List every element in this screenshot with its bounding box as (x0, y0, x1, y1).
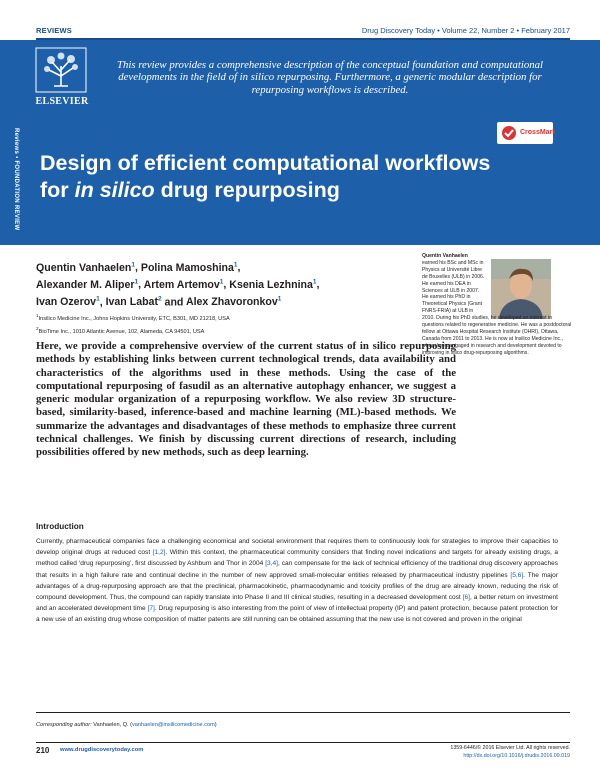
section-heading: Introduction (36, 522, 84, 531)
title-part-2: drug repurposing (154, 178, 340, 202)
author-list: Quentin Vanhaelen$^1$, Polina Mamoshina$^1$, Alexander M. Aliper$^1$, Artem Artemov$^1$, Ksenia Lezhnina$^1$, Ivan Ozerov$^1$, Ivan Labat$^2$ and Alex Zhavoronkov$^1$ (36, 261, 320, 309)
affiliations (36, 311, 416, 337)
bio-line: Theoretical Physics (Grant (422, 301, 483, 308)
author: Alex Zhavoronkov$^1$ (185, 295, 282, 309)
bio-name: Quentin Vanhaelen (422, 253, 468, 259)
bio-line: He earned his DEA in (422, 280, 471, 287)
email-link[interactable]: vanhaelen@insilicomedicine.com (132, 722, 215, 728)
side-label-text: Reviews • FOUNDATION REVIEW (13, 128, 19, 231)
article-title (40, 150, 510, 204)
affiliation: $^1$Insilico Medicine Inc., Johns Hopkins University, ETC, B301, MD 21218, USA (36, 313, 230, 322)
section-label: REVIEWS (36, 26, 72, 35)
logo-label: ELSEVIER (35, 96, 89, 107)
citation-link[interactable]: [6] (462, 594, 470, 602)
page-number: 210 (36, 746, 50, 755)
author: Ivan Ozerov$^1$ (36, 295, 100, 309)
bio-text: 2010. During his PhD studies, he developed an interest in questions related to regenerative medicine. He was a postdoctoral fellow at Ottawa Hospital Research Institute (OHRI), Ottawa, Canada from 2011 to 2013. He is now at Insilico Medicine Inc., where he is engaged in research and development devoted to improving in silico drug-repurposing algorithms. (422, 315, 572, 356)
citation-link[interactable]: [3,4] (265, 560, 278, 568)
affiliation: $^2$BioTime Inc., 1010 Atlantic Avenue, 102, Alameda, CA 94501, USA (36, 325, 205, 335)
bio-line: de Bruxelles (ULB) in 2006. (422, 273, 485, 280)
bio-line: He earned his PhD in (422, 294, 471, 301)
bio-line: Sciences at ULB in 2007. (422, 287, 480, 294)
review-summary: This review provides a comprehensive description of the conceptual foundation and computational developments in the field of in silico repurposing. Furthermore, a generic modular description for repurposing workflows is described. (116, 59, 544, 96)
footer-rule (36, 742, 570, 743)
crossmark-label: CrossMark (520, 129, 557, 136)
journal-website-link[interactable]: www.drugdiscoverytoday.com (60, 747, 144, 753)
corresponding-author: Corresponding author: Vanhaelen, Q. (vanhaelen@insilicomedicine.com) (36, 722, 217, 728)
crossmark-badge[interactable] (497, 122, 557, 144)
footnote-rule (36, 712, 570, 713)
bio-line: earned his BSc and MSc in (422, 259, 484, 266)
citation-link[interactable]: [5,6] (510, 571, 524, 579)
author: Polina Mamoshina$^1$ (140, 261, 238, 274)
author: Ivan Labat$^2$ (105, 295, 162, 309)
bio-line: Physics at Université Libre (422, 266, 483, 273)
citation-link[interactable]: [1,2] (152, 549, 166, 557)
intro-paragraph: Currently, pharmaceutical companies face a challenging economical and societal environment that requires them to continuously look for strategies to improve their capacities to develop original drugs at reduced cost [1,2]. Within this context, the pharmaceutical community considers that finding novel indications and targets for already existing drugs, a method called ‘drug repurposing’, first discussed by Ashburn and Thor in 2004 [3,4], can compensate for the lack of technical efficiency of the traditional drug discovery approaches that results in a high failure rate and continual decline in the number of new approved small-molecular entities released by pharmaceutical industry pipelines [5,6]. The major advantages of a drug-repurposing approach are that the preclinical, pharmacokinetic, pharmacodynamic and toxicity profiles of the drug are already known, reducing the risk of compound development. Thus, the compound can rapidly translate into Phase II and III clinical studies, resulting in a decreased development cost [6], a better return on investment and an accelerated development time [7]. Drug repurposing is also interesting from the point of view of intellectual property (IP) and patent protection, because patent protection for a new use of an existing drug whose composition of matter patents are still running can be obtained assuming that the new use is not covered and proven in the original (36, 538, 559, 624)
journal-line: Drug Discovery Today • Volume 22, Number 2 • February 2017 (361, 26, 570, 35)
author: Alexander M. Aliper$^1$ (36, 278, 139, 291)
side-running-label (10, 128, 20, 243)
author: Ksenia Lezhnina$^1$ (229, 278, 317, 291)
crossmark-icon (501, 125, 517, 141)
citation-link[interactable]: [7] (147, 605, 155, 613)
author: Quentin Vanhaelen$^1$ (36, 261, 135, 274)
bio-line: FNRS-FRIA) at ULB in (422, 308, 474, 315)
abstract: Here, we provide a comprehensive overview of the current status of in silico repurposing methods by establishing links between current technological trends, data availability and characteristics of the algorithms used in these methods. Using the case of the computational repurposing of fasudil as an alternative autophagy enhancer, we suggest a generic modular organization of a repurposing workflow. We also review 3D structure-based, similarity-based, inference-based and machine learning (ML)-based methods. We summarize the advantages and disadvantages of these methods to emphasize three current technical challenges. We finish by discussing current directions of research, including possibilities offered by new methods, such as deep learning. (36, 340, 456, 459)
title-italic: in silico (74, 178, 155, 202)
copyright-line: 1359-6446/© 2016 Elsevier Ltd. All rights reserved. (450, 745, 570, 751)
doi-link[interactable]: http://dx.doi.org/10.1016/j.drudis.2016.09.019 (463, 753, 570, 759)
title-part-1: Design of efficient computational workflows for (40, 151, 491, 202)
author: Artem Artemov$^1$ (143, 278, 224, 291)
